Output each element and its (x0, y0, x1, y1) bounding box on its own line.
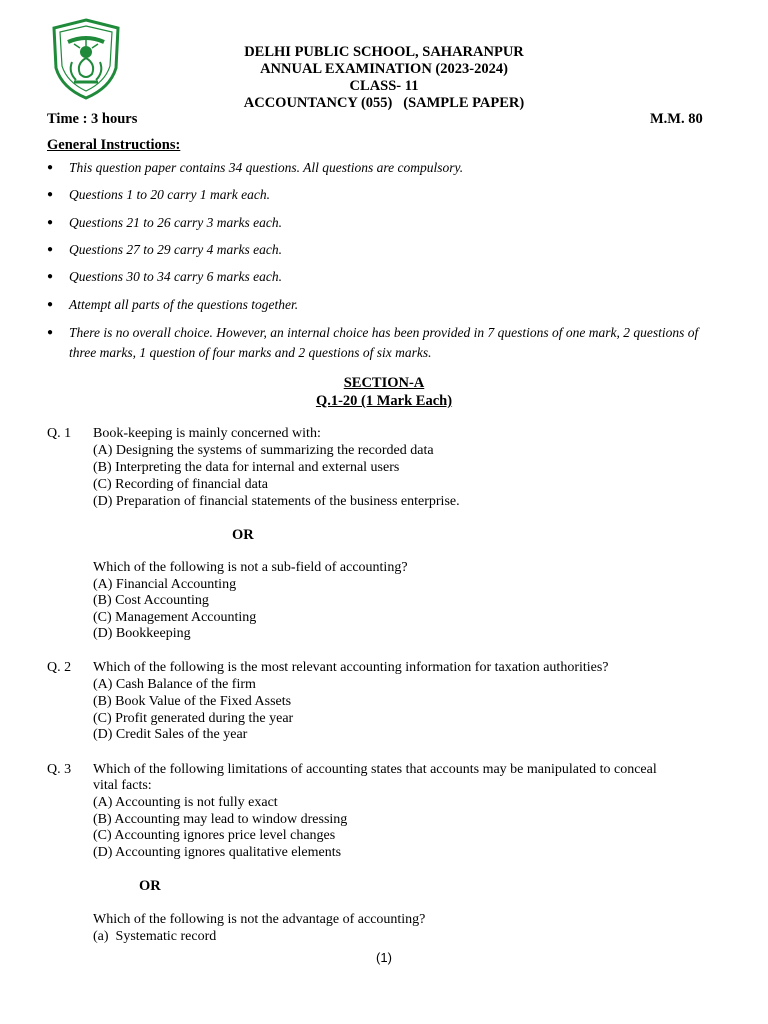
question-text: Book-keeping is mainly concerned with: (93, 426, 321, 441)
instruction-item: ● Questions 1 to 20 carry 1 mark each. (47, 185, 727, 205)
subject-title: ACCOUNTANCY (055) (SAMPLE PAPER) (243, 95, 525, 111)
time-allowed: Time : 3 hours (47, 111, 138, 127)
option: (A) Designing the systems of summarizing the recorded data (93, 443, 434, 458)
option: (A) Accounting is not fully exact (93, 795, 278, 810)
instruction-item: ● Questions 30 to 34 carry 6 marks each. (47, 267, 727, 287)
bullet-icon: ● (47, 217, 54, 228)
question-text-cont: vital facts: (93, 778, 152, 793)
question-number: Q. 2 (47, 660, 72, 675)
option: (D) Bookkeeping (93, 626, 191, 641)
option: (C) Accounting ignores price level changes (93, 828, 336, 843)
or-divider: OR (139, 878, 161, 894)
bullet-icon: ● (47, 327, 54, 338)
question-text: Which of the following is not a sub-field of accounting? (93, 560, 408, 575)
question-text: Which of the following limitations of accounting states that accounts may be manipulated to conceal (93, 762, 657, 777)
bullet-icon: ● (47, 162, 54, 173)
instruction-item: ● There is no overall choice. However, an internal choice has been provided in 7 questions of one mark, 2 questions of three marks, 1 question of four marks and 2 questions of six marks. (47, 325, 699, 360)
exam-title: ANNUAL EXAMINATION (2023-2024) (260, 61, 508, 77)
option: (C) Management Accounting (93, 610, 257, 625)
bullet-icon: ● (47, 299, 54, 310)
max-marks: M.M. 80 (650, 111, 703, 127)
instruction-item: ● Questions 21 to 26 carry 3 marks each. (47, 213, 727, 233)
option: (D) Credit Sales of the year (93, 727, 248, 742)
question-text: Which of the following is the most relevant accounting information for taxation authorities? (93, 660, 609, 675)
option: (D) Accounting ignores qualitative elements (93, 845, 342, 860)
instruction-item: ● This question paper contains 34 questions. All questions are compulsory. (47, 158, 727, 178)
bullet-icon: ● (47, 271, 54, 282)
option: (B) Cost Accounting (93, 593, 209, 608)
option: (C) Profit generated during the year (93, 711, 294, 726)
class-label: CLASS- 11 (349, 78, 419, 94)
section-title: SECTION-A (343, 375, 425, 391)
instruction-item: ● Attempt all parts of the questions together. (47, 295, 727, 315)
option: (a) Systematic record (93, 929, 217, 944)
or-divider: OR (232, 527, 254, 543)
question-number: Q. 1 (47, 426, 72, 441)
school-name: DELHI PUBLIC SCHOOL, SAHARANPUR (244, 44, 524, 60)
option: (A) Cash Balance of the firm (93, 677, 256, 692)
option: (D) Preparation of financial statements of the business enterprise. (93, 494, 460, 509)
option: (A) Financial Accounting (93, 577, 237, 592)
question-number: Q. 3 (47, 762, 72, 777)
instruction-item: ● Questions 27 to 29 carry 4 marks each. (47, 240, 727, 260)
school-logo-crest (50, 18, 122, 100)
question-text: Which of the following is not the advantage of accounting? (93, 912, 426, 927)
option: (B) Book Value of the Fixed Assets (93, 694, 292, 709)
option: (B) Interpreting the data for internal and external users (93, 460, 400, 475)
option: (C) Recording of financial data (93, 477, 268, 492)
bullet-icon: ● (47, 244, 54, 255)
instructions-title: General Instructions: (47, 137, 181, 153)
option: (B) Accounting may lead to window dressing (93, 812, 348, 827)
bullet-icon: ● (47, 189, 54, 200)
page-number: (1) (376, 950, 392, 965)
section-subtitle: Q.1-20 (1 Mark Each) (315, 393, 453, 409)
